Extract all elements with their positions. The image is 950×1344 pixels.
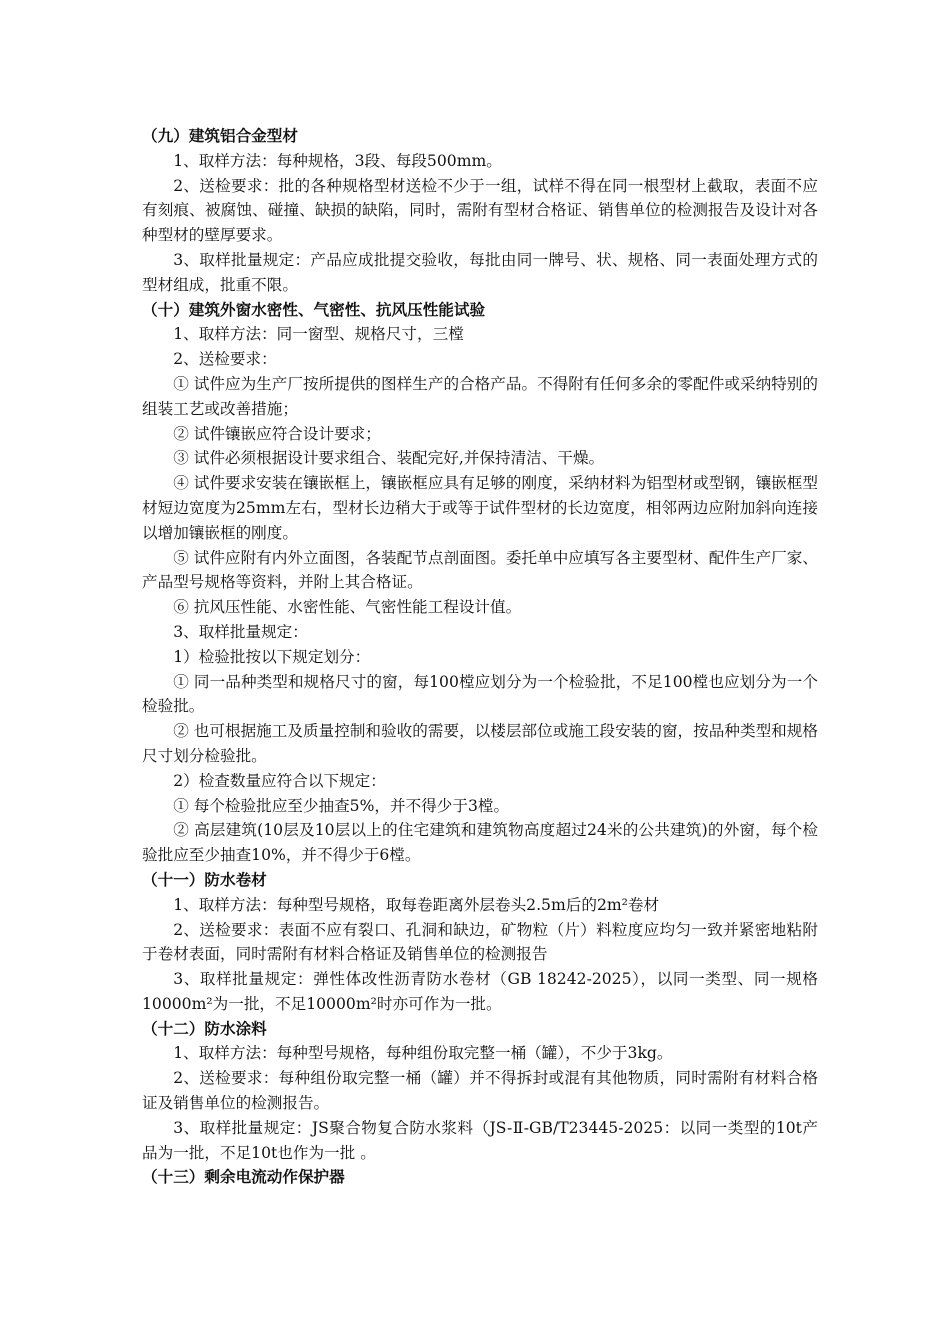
paragraph: 2、送检要求： <box>173 350 277 369</box>
section-heading: （十二）防水涂料 <box>142 1019 267 1038</box>
paragraph: 2、送检要求：表面不应有裂口、孔洞和缺边，矿物粒（片）料粒度应均匀一致并紧密地粘附于卷材表面，同时需附有材料合格证及销售单位的检测报告 <box>142 920 818 964</box>
paragraph: 3、取样批量规定：产品应成批提交验收，每批由同一牌号、状、规格、同一表面处理方式的型材组成，批重不限。 <box>142 250 818 294</box>
paragraph: 1、取样方法：每种规格，3段、每段500mm。 <box>173 151 502 170</box>
paragraph: ② 高层建筑(10层及10层以上的住宅建筑和建筑物高度超过24米的公共建筑)的外窗，每个检验批应至少抽查10%，并不得少于6樘。 <box>142 821 818 865</box>
paragraph: 3、取样批量规定： <box>173 622 308 641</box>
paragraph: ① 每个检验批应至少抽查5%，并不得少于3樘。 <box>173 796 510 815</box>
paragraph: ② 也可根据施工及质量控制和验收的需要，以楼层部位或施工段安装的窗，按品种类型和规格尺寸划分检验批。 <box>142 722 818 765</box>
section-heading: （十）建筑外窗水密性、气密性、抗风压性能试验 <box>142 300 486 319</box>
paragraph: 3、取样批量规定：JS聚合物复合防水浆料（JS-Ⅱ-GB/T23445-2025：以同一类型的10t产品为一批，不足10t也作为一批 。 <box>142 1118 818 1162</box>
section-13 <box>142 1165 818 1190</box>
paragraph: 2、送检要求：每种组份取完整一桶（罐）并不得拆封或混有其他物质，同时需附有材料合格证及销售单位的检测报告。 <box>142 1069 818 1113</box>
document-page <box>142 124 818 1190</box>
section-11 <box>142 868 818 1017</box>
paragraph: 3、取样批量规定：弹性体改性沥青防水卷材（GB 18242-2025），以同一类型、同一规格10000m²为一批，不足10000m²时亦可作为一批。 <box>142 970 818 1013</box>
section-heading: （十三）剩余电流动作保护器 <box>142 1168 345 1187</box>
paragraph: 1、取样方法：每种型号规格，取每卷距离外层卷头2.5m后的2m²卷材 <box>173 895 660 914</box>
paragraph: ③ 试件必须根据设计要求组合、装配完好,并保持清洁、干燥。 <box>173 449 605 468</box>
paragraph: ⑥ 抗风压性能、水密性能、气密性能工程设计值。 <box>173 598 522 617</box>
paragraph: 1、取样方法：同一窗型、规格尺寸，三樘 <box>173 325 464 344</box>
section-heading: （九）建筑铝合金型材 <box>142 127 298 145</box>
section-10 <box>142 298 818 868</box>
section-heading: （十一）防水卷材 <box>142 870 267 889</box>
paragraph: ⑤ 试件应附有内外立面图，各装配节点剖面图。委托单中应填写各主要型材、配件生产厂家、产品型号规格等资料，并附上其合格证。 <box>142 548 818 592</box>
paragraph: ① 同一品种类型和规格尺寸的窗，每100樘应划分为一个检验批，不足100樘也应划分为一个检验批。 <box>142 672 818 716</box>
paragraph: 2）检查数量应符合以下规定： <box>173 771 386 790</box>
paragraph: 2、送检要求：批的各种规格型材送检不少于一组，试样不得在同一根型材上截取，表面不应有刻痕、被腐蚀、碰撞、缺损的缺陷，同时，需附有型材合格证、销售单位的检测报告及设计对各种型材的壁厚要求。 <box>142 176 818 245</box>
paragraph: ② 试件镶嵌应符合设计要求； <box>173 424 381 443</box>
paragraph: 1）检验批按以下规定划分： <box>173 647 371 666</box>
section-9 <box>142 124 818 298</box>
section-12 <box>142 1017 818 1166</box>
paragraph: ④ 试件要求安装在镶嵌框上，镶嵌框应具有足够的刚度，采纳材料为铝型材或型钢，镶嵌框型材短边宽度为25mm左右，型材长边稍大于或等于试件型材的长边宽度，相邻两边应附加斜向连接以增加镶嵌框的刚度。 <box>142 474 818 542</box>
paragraph: 1、取样方法：每种型号规格，每种组份取完整一桶（罐），不少于3kg。 <box>173 1044 673 1063</box>
paragraph: ① 试件应为生产厂按所提供的图样生产的合格产品。不得附有任何多余的零配件或采纳特别的组装工艺或改善措施； <box>142 374 818 418</box>
